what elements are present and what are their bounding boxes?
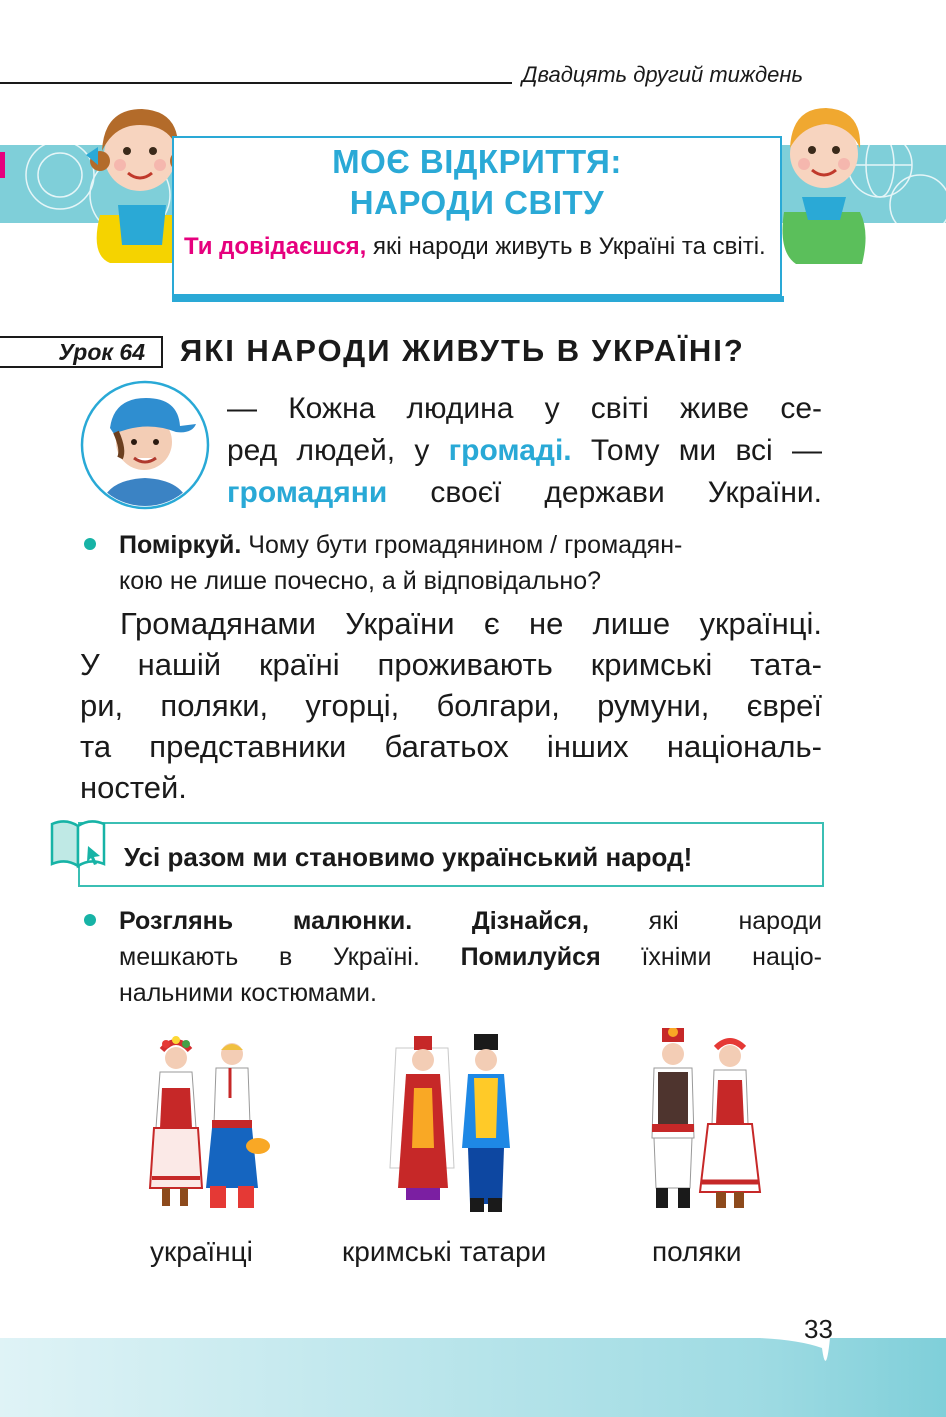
page-number: 33 <box>804 1314 833 1344</box>
caption-poles: поляки <box>652 1236 742 1267</box>
key-idea-text: Усі разом ми становимо український народ! <box>124 842 693 872</box>
task-line-1 <box>119 903 822 939</box>
boy-character-icon <box>770 92 880 267</box>
task-bold: Помилуйся <box>460 943 601 971</box>
intro-text: які народи живуть в Україні та світі. <box>366 233 766 260</box>
term-hromadiany: громадяни <box>227 476 388 509</box>
topic-title-line1: МОЄ ВІДКРИТТЯ: <box>332 143 622 180</box>
title-box-shadow <box>172 296 784 302</box>
think-line-2: кою не лише почесно, а й відповідально? <box>119 567 602 595</box>
task-text: їхніми націо- <box>600 943 822 971</box>
header-rule <box>0 82 512 84</box>
paragraph-line-1: Громадянами України є не лише українці. <box>120 606 822 641</box>
topic-title-line2: НАРОДИ СВІТУ <box>349 184 605 221</box>
think-label: Поміркуй. <box>119 531 242 559</box>
ukrainians-costume-illustration <box>140 1028 270 1218</box>
caption-ukrainians: українці <box>150 1236 253 1267</box>
poles-costume-illustration <box>632 1028 772 1218</box>
quote-line-3 <box>227 472 822 514</box>
quote-line-1: — Кожна людина у світі живе се- <box>227 392 822 425</box>
lesson-number: Урок 64 <box>0 336 163 368</box>
term-hromada: громаді. <box>448 434 572 467</box>
intro-highlight: Ти довідаєшся, <box>184 233 367 260</box>
task-line-2 <box>119 939 822 975</box>
quote-text: Тому ми всі — <box>571 434 822 467</box>
caption-crimean-tatars: кримські татари <box>342 1236 547 1267</box>
topic-intro <box>184 230 784 263</box>
task-text: мешкають в Україні. <box>119 943 461 971</box>
week-label: Двадцять другий тиждень <box>522 62 804 87</box>
task-bold: Розглянь малюнки. Дізнайся, <box>119 907 589 935</box>
paragraph-line-4: та представники багатьох інших національ- <box>80 729 822 764</box>
bullet-dot <box>84 538 96 550</box>
task-line-3: нальними костюмами. <box>119 979 377 1007</box>
crimean-tatars-costume-illustration <box>388 1028 528 1218</box>
paragraph-line-3: ри, поляки, угорці, болгари, румуни, євреї <box>80 688 822 723</box>
task-text: які народи <box>588 907 822 935</box>
footer-band <box>0 1338 946 1417</box>
quote-text: своєї держави України. <box>387 476 822 509</box>
think-line-1 <box>119 527 822 563</box>
quote-text: ред людей, у <box>227 434 449 467</box>
lesson-title: ЯКІ НАРОДИ ЖИВУТЬ В УКРАЇНІ? <box>180 333 745 368</box>
bullet-dot <box>84 914 96 926</box>
boy-avatar-icon <box>80 380 210 510</box>
paragraph-line-5: ностей. <box>80 770 187 805</box>
think-text: Чому бути громадянином / громадян- <box>241 531 683 559</box>
quote-line-2 <box>227 430 822 472</box>
paragraph-line-2: У нашій країні проживають кримські тата- <box>80 647 822 682</box>
open-book-icon <box>48 816 110 872</box>
